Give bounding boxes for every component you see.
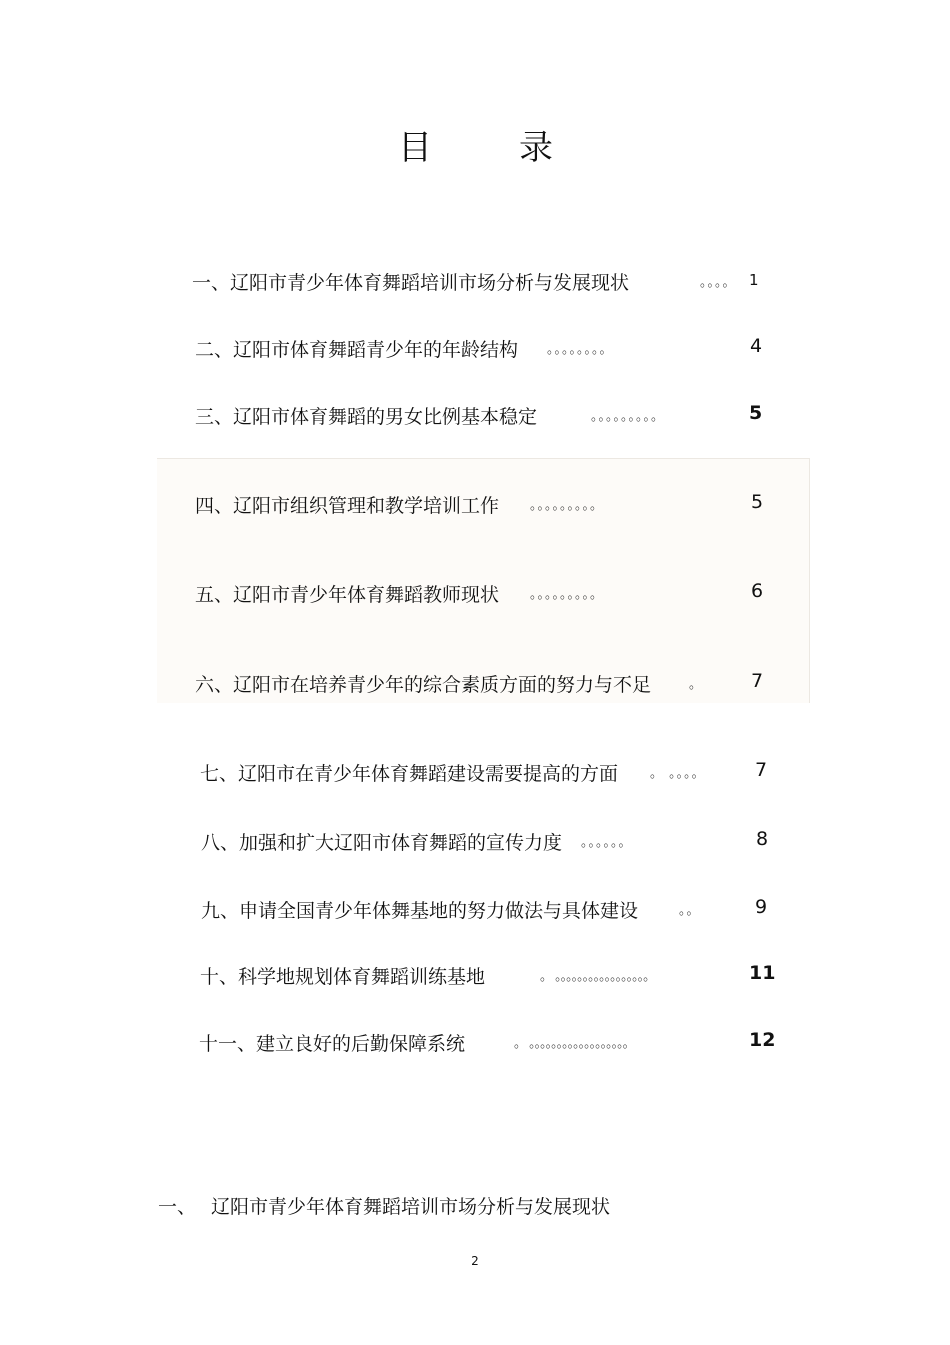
toc-item-6[interactable] (195, 670, 775, 698)
toc-leader-dots: 。。。。。。 (581, 835, 633, 850)
toc-leader-dots: 。。。。。。。。。 (530, 498, 605, 513)
toc-item-10[interactable] (200, 962, 780, 990)
toc-item-label: 四、辽阳市组织管理和教学培训工作 (195, 495, 500, 517)
toc-item-5[interactable] (195, 580, 775, 608)
toc-leader-dots: 。 (689, 677, 704, 692)
toc-item-label: 五、辽阳市青少年体育舞蹈教师现状 (195, 584, 500, 606)
toc-page-number: 5 (751, 491, 764, 513)
toc-item-label: 八、加强和扩大辽阳市体育舞蹈的宣传力度 (201, 832, 563, 854)
toc-item-2[interactable] (195, 335, 775, 363)
toc-item-4[interactable] (195, 491, 775, 519)
toc-item-11[interactable] (199, 1029, 779, 1057)
toc-leader-dots: 。。。。。。。。。 (530, 587, 605, 602)
toc-page-number: 7 (755, 759, 768, 781)
toc-item-label: 七、辽阳市在青少年体育舞蹈建设需要提高的方面 (200, 763, 619, 785)
toc-item-9[interactable] (201, 896, 781, 924)
toc-page-number: 8 (756, 828, 769, 850)
toc-leader-dots: 。。 (679, 903, 701, 918)
toc-title-char-1: 目 (398, 128, 432, 168)
toc-page-number: 11 (749, 962, 776, 984)
toc-leader-dots: 。 。。。。 (650, 766, 706, 781)
toc-item-3[interactable] (195, 402, 775, 430)
toc-leader-dots: 。。。。。。。。。 (591, 409, 666, 424)
section-title: 辽阳市青少年体育舞蹈培训市场分析与发展现状 (211, 1196, 611, 1218)
toc-page-number: 5 (749, 402, 763, 424)
toc-leader-dots: 。。。。。。。。 (547, 342, 614, 357)
toc-item-label: 二、辽阳市体育舞蹈青少年的年龄结构 (195, 339, 519, 361)
toc-title-char-2: 录 (519, 128, 553, 168)
page-number: 2 (471, 1254, 479, 1268)
toc-item-8[interactable] (201, 828, 781, 856)
toc-leader-dots: 。 。。。。。。。。。。。。。。。。。。 (514, 1036, 635, 1051)
toc-item-label: 十、科学地规划体育舞蹈训练基地 (200, 966, 486, 988)
toc-item-1[interactable] (192, 268, 772, 296)
toc-item-label: 十一、建立良好的后勤保障系统 (199, 1033, 466, 1055)
toc-page-number: 9 (755, 896, 768, 918)
toc-leader-dots: 。 。。。。。。。。。。。。。。。。。 (540, 969, 656, 984)
toc-page-number: 12 (749, 1029, 776, 1051)
toc-page-number: 6 (751, 580, 764, 602)
toc-item-label: 六、辽阳市在培养青少年的综合素质方面的努力与不足 (195, 674, 652, 696)
toc-item-7[interactable] (200, 759, 780, 787)
toc-item-label: 九、申请全国青少年体舞基地的努力做法与具体建设 (201, 900, 639, 922)
toc-page-number: 7 (751, 670, 764, 692)
toc-item-label: 三、辽阳市体育舞蹈的男女比例基本稳定 (195, 406, 538, 428)
section-number: 一、 (158, 1196, 197, 1218)
toc-leader-dots: 。。。。 (700, 275, 737, 290)
toc-page-number: 4 (750, 335, 763, 357)
toc-page-number: 1 (749, 271, 759, 289)
toc-item-label: 一、辽阳市青少年体育舞蹈培训市场分析与发展现状 (192, 272, 630, 294)
